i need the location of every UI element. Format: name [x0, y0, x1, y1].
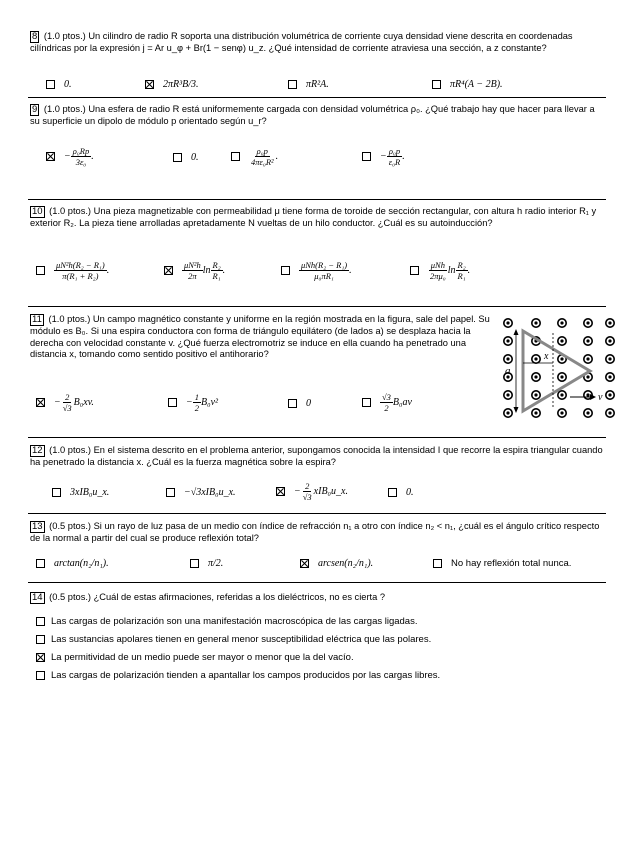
- field-dot-center: [534, 357, 537, 360]
- field-dot-center: [560, 339, 563, 342]
- question-text: (0.5 ptos.) Si un rayo de luz pasa de un medio con índice de refracción n₁ a otro con índice n₂ < n₁, ¿cuál es el ángulo crítico respecto de la normal a partir del cual se produce reflexión total?: [30, 521, 600, 543]
- checkbox-checked[interactable]: [276, 487, 285, 496]
- question-10: [30, 206, 605, 230]
- option-q8-d[interactable]: πR⁴(A − 2B).: [432, 79, 503, 90]
- field-dot-center: [534, 393, 537, 396]
- checkbox[interactable]: [410, 266, 419, 275]
- option-q12-b[interactable]: −√3xIB₀u_x.: [166, 487, 236, 498]
- question-text: (1.0 ptos.) Un campo magnético constante y uniforme en la región mostrada en la figura, sale del papel. Su módulo es B₀. Si una espira conductora con forma de triángulo equilátero (de lados a) se desplaza hacia la derecha con velocidad constante v. ¿Qué fuerza electromotriz se induce en ella cuando ha penetrado una distancia x, tomando como sentido positivo el antihorario?: [30, 314, 490, 359]
- field-dot-center: [608, 339, 611, 342]
- option-q11-a[interactable]: − $\frac{2}{√3}$ B₀xv.: [36, 392, 94, 413]
- option-q11-d[interactable]: $\frac{√3}{2}$ B₀av: [362, 392, 412, 413]
- magnetic-field-figure: [498, 313, 618, 428]
- question-8: [30, 31, 605, 55]
- option-q13-c[interactable]: arcsen(n₂/n₁).: [300, 558, 373, 569]
- question-14: [30, 592, 605, 604]
- question-number: 11: [32, 314, 42, 325]
- checkbox[interactable]: [362, 398, 371, 407]
- field-dot-center: [560, 321, 563, 324]
- divider: [28, 582, 606, 583]
- option-q10-a[interactable]: $\frac{\text{μN²h(R₂ − R₁)}}{\text{π(R₁ + R₂)}}$ .: [36, 260, 109, 281]
- field-dot-center: [534, 321, 537, 324]
- option-q12-a[interactable]: 3xIB₀u_x.: [52, 487, 109, 498]
- field-dot-center: [586, 375, 589, 378]
- checkbox[interactable]: [168, 398, 177, 407]
- checkbox[interactable]: [288, 80, 297, 89]
- checkbox[interactable]: [388, 488, 397, 497]
- divider: [28, 513, 606, 514]
- checkbox[interactable]: [362, 152, 371, 161]
- checkbox-checked[interactable]: [36, 398, 45, 407]
- field-dot-center: [506, 339, 509, 342]
- checkbox[interactable]: [190, 559, 199, 568]
- field-dot-center: [586, 339, 589, 342]
- field-dot-center: [506, 411, 509, 414]
- checkbox[interactable]: [36, 635, 45, 644]
- option-q10-d[interactable]: $\frac{\text{μNh}}{\text{2πμ₀}}$ ln $\frac{\text{R₂}}{\text{R₁}}$ .: [410, 260, 470, 281]
- question-12: [30, 445, 605, 469]
- field-dot-center: [608, 393, 611, 396]
- field-dot-center: [560, 411, 563, 414]
- checkbox[interactable]: [432, 80, 441, 89]
- field-dot-center: [560, 357, 563, 360]
- field-dot-center: [506, 393, 509, 396]
- checkbox[interactable]: [52, 488, 61, 497]
- question-text: (1.0 ptos.) En el sistema descrito en el problema anterior, supongamos conocida la intensidad I que recorre la espira triangular cuando ha penetrado la distancia x. ¿Cuál es la fuerza magnética sobre la espira?: [30, 445, 603, 467]
- option-q9-d[interactable]: − $\frac{\text{ρ₀p}}{\text{ε₀R}}$ .: [362, 146, 405, 167]
- side-label: a: [505, 365, 511, 377]
- question-text: (1.0 ptos.) Un cilindro de radio R soporta una distribución volumétrica de corriente cuya densidad viene descrita en coordenadas cilíndricas por la expresión j = Ar u_φ + Br(1 − senφ) u_z. ¿Qué intensidad de corriente atraviesa una sección, a z constante?: [30, 31, 573, 53]
- velocity-label: v: [598, 392, 603, 403]
- field-dot-center: [586, 411, 589, 414]
- distance-label: x: [544, 351, 549, 362]
- option-q8-b[interactable]: 2πR³B/3.: [145, 79, 199, 90]
- question-text: (0.5 ptos.) ¿Cuál de estas afirmaciones, referidas a los dieléctricos, no es cierta ?: [49, 592, 386, 602]
- checkbox[interactable]: [46, 80, 55, 89]
- checkbox-checked[interactable]: [164, 266, 173, 275]
- option-q10-b[interactable]: $\frac{\text{μN²h}}{2\pi}$ ln $\frac{\text{R₂}}{\text{R₁}}$ .: [164, 260, 225, 281]
- field-dot-center: [506, 321, 509, 324]
- checkbox-checked[interactable]: [46, 152, 55, 161]
- field-dot-center: [608, 357, 611, 360]
- option-q8-a[interactable]: 0.: [46, 79, 72, 90]
- question-11: [30, 314, 490, 361]
- question-number: 10: [32, 206, 43, 217]
- option-q11-b[interactable]: − $\frac{1}{2}$ B₀v²: [168, 392, 218, 413]
- option-q9-a[interactable]: − $\frac{\text{ρ₀Rp}}{\text{3ε₀}}$ .: [46, 146, 94, 167]
- field-dot-center: [608, 375, 611, 378]
- option-q14-c[interactable]: La permitividad de un medio puede ser mayor o menor que la del vacío.: [36, 652, 354, 663]
- divider: [28, 199, 606, 200]
- divider: [28, 97, 606, 98]
- question-number: 8: [32, 31, 38, 42]
- checkbox[interactable]: [173, 153, 182, 162]
- checkbox[interactable]: [231, 152, 240, 161]
- checkbox[interactable]: [166, 488, 175, 497]
- field-dot-center: [560, 393, 563, 396]
- checkbox[interactable]: [36, 671, 45, 680]
- checkbox-checked[interactable]: [36, 653, 45, 662]
- option-q13-b[interactable]: π/2.: [190, 558, 223, 569]
- field-dot-center: [608, 411, 611, 414]
- question-text: (1.0 ptos.) Una esfera de radio R está uniformemente cargada con densidad volumétrica ρ₀. ¿Qué trabajo hay que hacer para llevar a su superficie un dipolo de módulo p orientado según u_r?: [30, 104, 595, 126]
- divider: [28, 306, 606, 307]
- checkbox[interactable]: [288, 399, 297, 408]
- checkbox[interactable]: [36, 559, 45, 568]
- question-number: 14: [32, 592, 43, 603]
- field-dot-center: [560, 375, 563, 378]
- option-q14-d[interactable]: Las cargas de polarización tienden a apantallar los campos producidos por las cargas libres.: [36, 670, 440, 681]
- field-dot-center: [586, 357, 589, 360]
- option-q13-d[interactable]: No hay reflexión total nunca.: [433, 558, 571, 569]
- option-q9-c[interactable]: $\frac{\text{ρ₀p}}{\text{4πε₀R²}}$ .: [231, 146, 278, 167]
- option-q14-a[interactable]: Las cargas de polarización son una manifestación macroscópica de las cargas ligadas.: [36, 616, 417, 627]
- question-number: 13: [32, 521, 43, 532]
- checkbox[interactable]: [36, 617, 45, 626]
- field-dot-center: [534, 375, 537, 378]
- checkbox[interactable]: [36, 266, 45, 275]
- option-q9-b[interactable]: 0.: [173, 152, 199, 163]
- option-q12-d[interactable]: 0.: [388, 487, 414, 498]
- field-dot-center: [586, 321, 589, 324]
- divider: [28, 437, 606, 438]
- question-9: [30, 104, 605, 128]
- question-number: 12: [32, 445, 43, 456]
- option-q14-b[interactable]: Las sustancias apolares tienen en general menor susceptibilidad eléctrica que las polares.: [36, 634, 431, 645]
- option-q10-c[interactable]: $\frac{\text{μNh(R₂ − R₁)}}{\text{μ₀πR₁}}$ .: [281, 260, 352, 281]
- option-q13-a[interactable]: arctan(n₂/n₁).: [36, 558, 109, 569]
- field-dot-center: [608, 321, 611, 324]
- option-q12-c[interactable]: − $\frac{2}{√3}$ xIB₀u_x.: [276, 481, 348, 502]
- field-dot-center: [586, 393, 589, 396]
- checkbox[interactable]: [433, 559, 442, 568]
- option-q8-c[interactable]: πR²A.: [288, 79, 329, 90]
- checkbox[interactable]: [281, 266, 290, 275]
- field-dot-center: [506, 357, 509, 360]
- question-text: (1.0 ptos.) Una pieza magnetizable con permeabilidad μ tiene forma de toroide de sección rectangular, con altura h radio interior R₁ y exterior R₂. La pieza tiene arrolladas apretadamente N vueltas de un hilo conductor. ¿Cuál es su autoinducción?: [30, 206, 597, 228]
- checkbox-checked[interactable]: [145, 80, 154, 89]
- question-number: 9: [32, 104, 38, 115]
- option-q11-c[interactable]: 0: [288, 398, 311, 409]
- checkbox-checked[interactable]: [300, 559, 309, 568]
- question-13: [30, 521, 605, 545]
- field-dot-center: [534, 411, 537, 414]
